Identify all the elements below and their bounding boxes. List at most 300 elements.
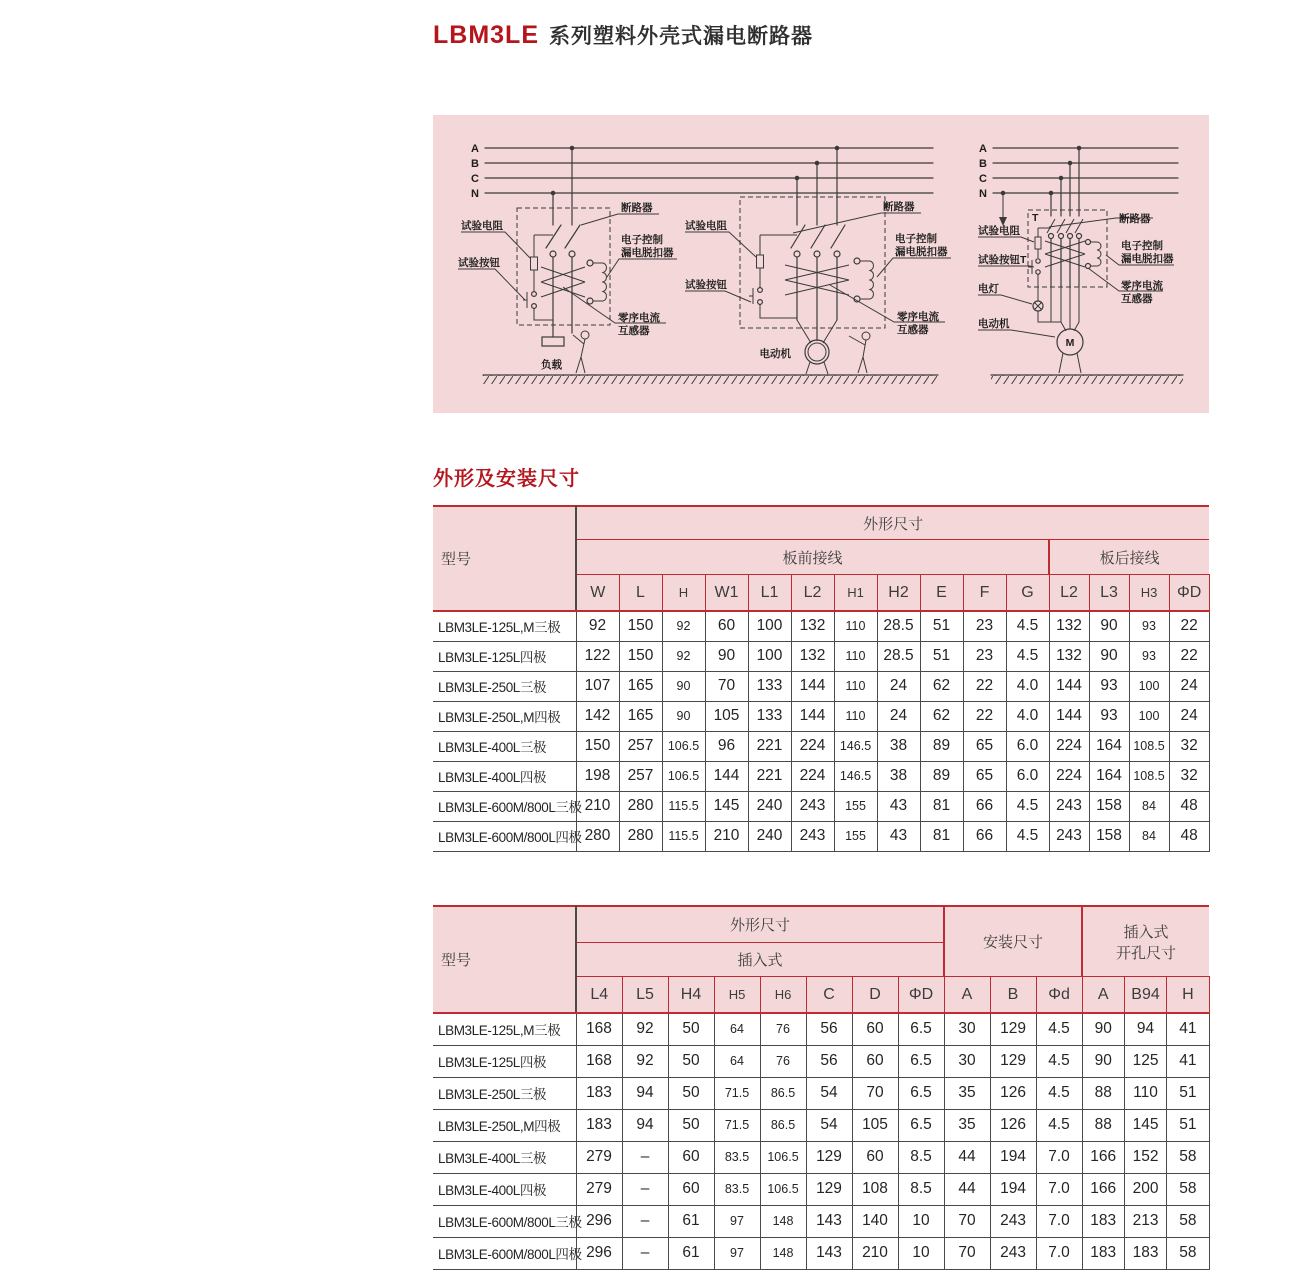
phase-n-label: N xyxy=(471,188,479,200)
col-header: F xyxy=(963,575,1006,612)
value-cell: 4.5 xyxy=(1006,611,1049,641)
value-cell: 243 xyxy=(990,1237,1036,1269)
value-cell: 22 xyxy=(1169,641,1209,671)
value-cell: – xyxy=(622,1237,668,1269)
col-header: A xyxy=(944,977,990,1014)
group-header-plugin-hole-line1: 插入式 xyxy=(1123,923,1169,941)
value-cell: 4.5 xyxy=(1036,1013,1082,1045)
model-cell: LBM3LE-600M/800L三极 xyxy=(433,1205,576,1237)
value-cell: 38 xyxy=(877,761,920,791)
value-cell: 106.5 xyxy=(662,731,705,761)
value-cell: 164 xyxy=(1089,731,1129,761)
value-cell: 56 xyxy=(806,1045,852,1077)
value-cell: 88 xyxy=(1082,1109,1124,1141)
value-cell: 93 xyxy=(1129,641,1169,671)
model-cell: LBM3LE-250L,M四极 xyxy=(433,701,576,731)
value-cell: 89 xyxy=(920,761,963,791)
label-motor: 电动机 xyxy=(759,348,791,360)
value-cell: 110 xyxy=(1124,1077,1166,1109)
value-cell: 158 xyxy=(1089,821,1129,851)
value-cell: 94 xyxy=(622,1077,668,1109)
value-cell: 58 xyxy=(1167,1141,1209,1173)
value-cell: 4.0 xyxy=(1006,671,1049,701)
value-cell: 106.5 xyxy=(662,761,705,791)
series-name: LBM3LE xyxy=(433,21,539,49)
model-cell: LBM3LE-250L三极 xyxy=(433,671,576,701)
value-cell: 166 xyxy=(1082,1141,1124,1173)
value-cell: 58 xyxy=(1167,1173,1209,1205)
model-cell: LBM3LE-125L,M三极 xyxy=(433,611,576,641)
section-heading: 外形及安装尺寸 xyxy=(433,468,580,490)
value-cell: 50 xyxy=(668,1045,714,1077)
col-header: E xyxy=(920,575,963,612)
value-cell: 100 xyxy=(1129,671,1169,701)
label-breaker: 断路器 xyxy=(883,201,915,213)
value-cell: 7.0 xyxy=(1036,1237,1082,1269)
value-cell: 183 xyxy=(1082,1205,1124,1237)
label-breaker: 断路器 xyxy=(1119,213,1151,225)
value-cell: 6.5 xyxy=(898,1013,944,1045)
value-cell: 62 xyxy=(920,671,963,701)
model-cell: LBM3LE-250L,M四极 xyxy=(433,1109,576,1141)
value-cell: 30 xyxy=(944,1045,990,1077)
value-cell: 66 xyxy=(963,791,1006,821)
value-cell: 4.5 xyxy=(1036,1045,1082,1077)
value-cell: 65 xyxy=(963,731,1006,761)
col-header: Φd xyxy=(1036,977,1082,1014)
value-cell: 28.5 xyxy=(877,611,920,641)
value-cell: 84 xyxy=(1129,791,1169,821)
value-cell: 23 xyxy=(963,641,1006,671)
value-cell: 86.5 xyxy=(760,1109,806,1141)
value-cell: 224 xyxy=(1049,731,1089,761)
value-cell: 296 xyxy=(576,1237,622,1269)
value-cell: 35 xyxy=(944,1077,990,1109)
label-test-resistor: 试验电阻 xyxy=(461,220,503,232)
value-cell: 194 xyxy=(990,1141,1036,1173)
model-cell: LBM3LE-600M/800L四极 xyxy=(433,1237,576,1269)
label-ct-line1: 零序电流 xyxy=(897,311,939,323)
value-cell: 51 xyxy=(920,641,963,671)
value-cell: 145 xyxy=(705,791,748,821)
label-t-mark: T xyxy=(1032,212,1039,224)
col-header: L4 xyxy=(576,977,622,1014)
value-cell: 43 xyxy=(877,791,920,821)
value-cell: 60 xyxy=(705,611,748,641)
motor-letter: M xyxy=(1065,337,1075,349)
value-cell: 84 xyxy=(1129,821,1169,851)
value-cell: 60 xyxy=(852,1013,898,1045)
table-row xyxy=(433,611,1209,641)
model-cell: LBM3LE-400L三极 xyxy=(433,1141,576,1173)
value-cell: 132 xyxy=(1049,641,1089,671)
col-header: H5 xyxy=(714,977,760,1014)
value-cell: 90 xyxy=(705,641,748,671)
value-cell: 166 xyxy=(1082,1173,1124,1205)
value-cell: 164 xyxy=(1089,761,1129,791)
series-description: 系列塑料外壳式漏电断路器 xyxy=(549,25,813,48)
value-cell: 198 xyxy=(576,761,619,791)
dimensions-table-plugin xyxy=(433,905,1210,1270)
label-ct-line1: 零序电流 xyxy=(618,312,660,324)
group-header-plugin: 插入式 xyxy=(576,943,944,977)
phase-a-label: A xyxy=(471,143,479,155)
value-cell: 90 xyxy=(1089,611,1129,641)
value-cell: 61 xyxy=(668,1205,714,1237)
value-cell: 48 xyxy=(1169,821,1209,851)
value-cell: 7.0 xyxy=(1036,1205,1082,1237)
table-row xyxy=(433,1045,1209,1077)
value-cell: 6.0 xyxy=(1006,761,1049,791)
value-cell: 24 xyxy=(1169,671,1209,701)
value-cell: 51 xyxy=(1167,1077,1209,1109)
group-header-plugin-hole xyxy=(1082,906,1209,977)
label-lamp: 电灯 xyxy=(978,283,999,295)
value-cell: 28.5 xyxy=(877,641,920,671)
value-cell: 126 xyxy=(990,1077,1036,1109)
value-cell: 110 xyxy=(834,641,877,671)
value-cell: 22 xyxy=(963,671,1006,701)
value-cell: 41 xyxy=(1167,1045,1209,1077)
value-cell: 210 xyxy=(576,791,619,821)
value-cell: 257 xyxy=(619,761,662,791)
col-header: H3 xyxy=(1129,575,1169,612)
value-cell: 24 xyxy=(877,671,920,701)
col-header: H2 xyxy=(877,575,920,612)
value-cell: 92 xyxy=(662,641,705,671)
value-cell: 60 xyxy=(668,1173,714,1205)
table-row xyxy=(433,1173,1209,1205)
value-cell: 243 xyxy=(791,821,834,851)
value-cell: 221 xyxy=(748,731,791,761)
value-cell: 7.0 xyxy=(1036,1141,1082,1173)
value-cell: 24 xyxy=(877,701,920,731)
value-cell: 133 xyxy=(748,701,791,731)
value-cell: 280 xyxy=(619,791,662,821)
table-row xyxy=(433,701,1209,731)
table-row xyxy=(433,1141,1209,1173)
value-cell: 132 xyxy=(1049,611,1089,641)
value-cell: 8.5 xyxy=(898,1173,944,1205)
value-cell: 94 xyxy=(622,1109,668,1141)
value-cell: 22 xyxy=(963,701,1006,731)
col-header: L5 xyxy=(622,977,668,1014)
value-cell: 60 xyxy=(852,1141,898,1173)
value-cell: 142 xyxy=(576,701,619,731)
value-cell: 100 xyxy=(748,641,791,671)
dimensions-table-wiring xyxy=(433,505,1210,852)
value-cell: 61 xyxy=(668,1237,714,1269)
col-header: L xyxy=(619,575,662,612)
value-cell: 64 xyxy=(714,1013,760,1045)
value-cell: 168 xyxy=(576,1013,622,1045)
value-cell: 54 xyxy=(806,1077,852,1109)
label-breaker: 断路器 xyxy=(621,202,653,214)
value-cell: 50 xyxy=(668,1077,714,1109)
value-cell: 44 xyxy=(944,1141,990,1173)
value-cell: 243 xyxy=(990,1205,1036,1237)
value-cell: 81 xyxy=(920,791,963,821)
value-cell: 145 xyxy=(1124,1109,1166,1141)
value-cell: 93 xyxy=(1129,611,1169,641)
table-row xyxy=(433,761,1209,791)
value-cell: 100 xyxy=(1129,701,1169,731)
value-cell: 38 xyxy=(877,731,920,761)
diagram-motor-lamp-circuit xyxy=(978,143,1178,373)
value-cell: 48 xyxy=(1169,791,1209,821)
model-cell: LBM3LE-125L四极 xyxy=(433,641,576,671)
value-cell: 92 xyxy=(576,611,619,641)
value-cell: 86.5 xyxy=(760,1077,806,1109)
col-header: B94 xyxy=(1124,977,1166,1014)
value-cell: 70 xyxy=(944,1205,990,1237)
col-header: G xyxy=(1006,575,1049,612)
phase-b-label: B xyxy=(471,158,479,170)
value-cell: 4.5 xyxy=(1036,1109,1082,1141)
value-cell: 32 xyxy=(1169,731,1209,761)
page-title xyxy=(433,20,813,50)
value-cell: 129 xyxy=(806,1141,852,1173)
wiring-diagram-panel xyxy=(433,115,1209,413)
value-cell: 60 xyxy=(668,1141,714,1173)
value-cell: 126 xyxy=(990,1109,1036,1141)
diagram-motor-circuit xyxy=(685,146,951,374)
value-cell: 105 xyxy=(705,701,748,731)
phase-b-label: B xyxy=(979,158,987,170)
label-test-button: 试验按钮 xyxy=(685,279,727,291)
value-cell: 144 xyxy=(791,671,834,701)
col-header-model: 型号 xyxy=(433,906,576,1013)
value-cell: 58 xyxy=(1167,1205,1209,1237)
value-cell: 76 xyxy=(760,1013,806,1045)
value-cell: 165 xyxy=(619,671,662,701)
value-cell: 6.0 xyxy=(1006,731,1049,761)
value-cell: 129 xyxy=(990,1013,1036,1045)
ground xyxy=(483,375,1183,384)
value-cell: 51 xyxy=(1167,1109,1209,1141)
value-cell: 243 xyxy=(791,791,834,821)
value-cell: 158 xyxy=(1089,791,1129,821)
value-cell: 165 xyxy=(619,701,662,731)
value-cell: 70 xyxy=(705,671,748,701)
value-cell: 105 xyxy=(852,1109,898,1141)
value-cell: 221 xyxy=(748,761,791,791)
label-ct-line1: 零序电流 xyxy=(1121,280,1163,292)
value-cell: 92 xyxy=(662,611,705,641)
value-cell: 110 xyxy=(834,671,877,701)
value-cell: 150 xyxy=(619,641,662,671)
value-cell: 224 xyxy=(791,761,834,791)
wiring-diagrams xyxy=(433,115,1209,413)
phase-a-label: A xyxy=(979,143,987,155)
value-cell: 6.5 xyxy=(898,1109,944,1141)
value-cell: 89 xyxy=(920,731,963,761)
value-cell: 71.5 xyxy=(714,1077,760,1109)
label-ct-line2: 互感器 xyxy=(618,325,650,337)
col-header: H xyxy=(1167,977,1209,1014)
col-header: ΦD xyxy=(898,977,944,1014)
value-cell: 240 xyxy=(748,821,791,851)
value-cell: 60 xyxy=(852,1045,898,1077)
value-cell: 140 xyxy=(852,1205,898,1237)
col-header: L1 xyxy=(748,575,791,612)
value-cell: 4.5 xyxy=(1006,791,1049,821)
value-cell: 107 xyxy=(576,671,619,701)
table-row xyxy=(433,821,1209,851)
col-header: W xyxy=(576,575,619,612)
phase-c-label: C xyxy=(979,173,987,185)
value-cell: 23 xyxy=(963,611,1006,641)
value-cell: 183 xyxy=(1124,1237,1166,1269)
value-cell: 97 xyxy=(714,1205,760,1237)
col-header: H4 xyxy=(668,977,714,1014)
group-header-overall: 外形尺寸 xyxy=(576,506,1209,540)
value-cell: 152 xyxy=(1124,1141,1166,1173)
value-cell: 8.5 xyxy=(898,1141,944,1173)
value-cell: 92 xyxy=(622,1013,668,1045)
value-cell: 155 xyxy=(834,791,877,821)
col-header: W1 xyxy=(705,575,748,612)
value-cell: 132 xyxy=(791,641,834,671)
label-trip-line2: 漏电脱扣器 xyxy=(621,247,674,259)
value-cell: 210 xyxy=(705,821,748,851)
label-trip-line1: 电子控制 xyxy=(621,234,663,246)
col-header: H6 xyxy=(760,977,806,1014)
label-test-button-t: 试验按钮T xyxy=(978,254,1027,266)
col-header: D xyxy=(852,977,898,1014)
value-cell: 32 xyxy=(1169,761,1209,791)
table-row xyxy=(433,1077,1209,1109)
value-cell: 100 xyxy=(748,611,791,641)
diagram-load-circuit xyxy=(458,146,677,373)
value-cell: 41 xyxy=(1167,1013,1209,1045)
label-trip-line1: 电子控制 xyxy=(895,233,937,245)
value-cell: 280 xyxy=(576,821,619,851)
model-cell: LBM3LE-400L四极 xyxy=(433,1173,576,1205)
value-cell: – xyxy=(622,1173,668,1205)
table-row xyxy=(433,1013,1209,1045)
group-header-plugin-hole-line2: 开孔尺寸 xyxy=(1116,944,1177,962)
value-cell: 129 xyxy=(806,1173,852,1205)
value-cell: 71.5 xyxy=(714,1109,760,1141)
value-cell: 7.0 xyxy=(1036,1173,1082,1205)
label-load: 负载 xyxy=(541,359,562,371)
model-cell: LBM3LE-400L三极 xyxy=(433,731,576,761)
value-cell: 93 xyxy=(1089,671,1129,701)
model-cell: LBM3LE-250L三极 xyxy=(433,1077,576,1109)
value-cell: 43 xyxy=(877,821,920,851)
value-cell: 76 xyxy=(760,1045,806,1077)
value-cell: 88 xyxy=(1082,1077,1124,1109)
col-header: L2 xyxy=(1049,575,1089,612)
model-cell: LBM3LE-125L,M三极 xyxy=(433,1013,576,1045)
value-cell: 90 xyxy=(1082,1045,1124,1077)
table-row xyxy=(433,1205,1209,1237)
value-cell: 240 xyxy=(748,791,791,821)
group-header-overall: 外形尺寸 xyxy=(576,906,944,943)
value-cell: 70 xyxy=(852,1077,898,1109)
table-row xyxy=(433,641,1209,671)
value-cell: 6.5 xyxy=(898,1045,944,1077)
value-cell: 280 xyxy=(619,821,662,851)
supply-lines-left xyxy=(471,143,933,200)
value-cell: 183 xyxy=(576,1077,622,1109)
value-cell: 194 xyxy=(990,1173,1036,1205)
value-cell: 4.0 xyxy=(1006,701,1049,731)
value-cell: 83.5 xyxy=(714,1141,760,1173)
col-header: L3 xyxy=(1089,575,1129,612)
value-cell: 150 xyxy=(619,611,662,641)
value-cell: 224 xyxy=(791,731,834,761)
value-cell: 129 xyxy=(990,1045,1036,1077)
value-cell: 115.5 xyxy=(662,791,705,821)
col-header: A xyxy=(1082,977,1124,1014)
label-ct-line2: 互感器 xyxy=(897,324,929,336)
value-cell: 213 xyxy=(1124,1205,1166,1237)
value-cell: 108.5 xyxy=(1129,731,1169,761)
table-row xyxy=(433,1237,1209,1269)
label-test-resistor: 试验电阻 xyxy=(685,220,727,232)
value-cell: 50 xyxy=(668,1013,714,1045)
value-cell: 183 xyxy=(576,1109,622,1141)
value-cell: 144 xyxy=(1049,671,1089,701)
value-cell: 94 xyxy=(1124,1013,1166,1045)
value-cell: 296 xyxy=(576,1205,622,1237)
value-cell: 90 xyxy=(662,701,705,731)
value-cell: 125 xyxy=(1124,1045,1166,1077)
value-cell: 243 xyxy=(1049,791,1089,821)
value-cell: 146.5 xyxy=(834,761,877,791)
value-cell: 150 xyxy=(576,731,619,761)
value-cell: 51 xyxy=(920,611,963,641)
value-cell: 90 xyxy=(1082,1013,1124,1045)
value-cell: 65 xyxy=(963,761,1006,791)
group-header-install: 安装尺寸 xyxy=(944,906,1082,977)
table-row xyxy=(433,1109,1209,1141)
value-cell: 54 xyxy=(806,1109,852,1141)
value-cell: 155 xyxy=(834,821,877,851)
value-cell: 143 xyxy=(806,1237,852,1269)
value-cell: 122 xyxy=(576,641,619,671)
value-cell: 106.5 xyxy=(760,1173,806,1205)
value-cell: 146.5 xyxy=(834,731,877,761)
value-cell: 200 xyxy=(1124,1173,1166,1205)
value-cell: 168 xyxy=(576,1045,622,1077)
value-cell: 4.5 xyxy=(1036,1077,1082,1109)
value-cell: 58 xyxy=(1167,1237,1209,1269)
group-header-front-wiring: 板前接线 xyxy=(576,540,1049,575)
col-header: B xyxy=(990,977,1036,1014)
value-cell: 110 xyxy=(834,611,877,641)
value-cell: 108 xyxy=(852,1173,898,1205)
value-cell: 62 xyxy=(920,701,963,731)
value-cell: 97 xyxy=(714,1237,760,1269)
value-cell: 133 xyxy=(748,671,791,701)
value-cell: 92 xyxy=(622,1045,668,1077)
col-header-model: 型号 xyxy=(433,506,576,611)
value-cell: 93 xyxy=(1089,701,1129,731)
label-trip-line2: 漏电脱扣器 xyxy=(895,246,948,258)
value-cell: 24 xyxy=(1169,701,1209,731)
value-cell: 4.5 xyxy=(1006,821,1049,851)
label-motor: 电动机 xyxy=(978,318,1010,330)
value-cell: 210 xyxy=(852,1237,898,1269)
label-ct-line2: 互感器 xyxy=(1121,293,1153,305)
value-cell: 279 xyxy=(576,1173,622,1205)
value-cell: 243 xyxy=(1049,821,1089,851)
value-cell: 143 xyxy=(806,1205,852,1237)
value-cell: – xyxy=(622,1141,668,1173)
